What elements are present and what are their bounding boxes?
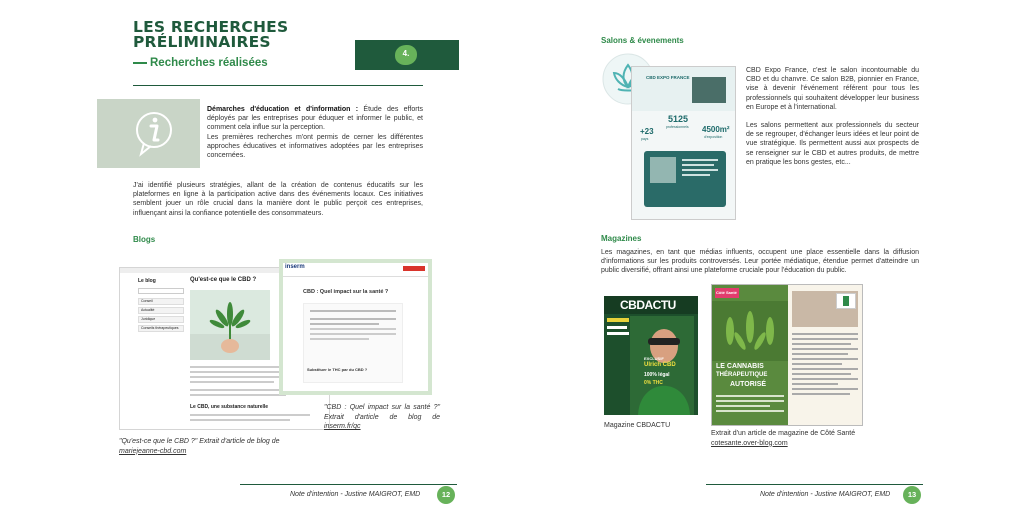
expo-stat-area: 4500m² bbox=[702, 125, 730, 134]
title-line-1: LES RECHERCHES bbox=[133, 18, 289, 36]
cbd-expo-screenshot bbox=[631, 66, 736, 220]
inserm-link[interactable]: inserm.fr/qc bbox=[324, 423, 361, 430]
inserm-nav-button bbox=[403, 266, 425, 271]
info-body-2: Les premières recherches m'ont permis de cerner les différentes approches éducatives et informatives adoptées par les entreprises concernées. bbox=[207, 133, 423, 160]
magazines-heading: Magazines bbox=[601, 234, 642, 243]
caption-cote-sante-text: Extrait d'un article de magazine de Côté Santé bbox=[711, 430, 856, 437]
intro-paragraph: J'ai identifié plusieurs stratégies, allant de la création de contenus éducatifs sur les plateformes en ligne à la participation active dans des événements locaux. Ces initiatives semblent jouer un rôle crucial dans la manière dont le public perçoit ces entreprises, influençant ainsi la confiance potentielle des consommateurs. bbox=[133, 182, 423, 217]
blog-search-box bbox=[138, 288, 184, 294]
expo-stat-countries: +23 bbox=[640, 127, 654, 136]
footer-rule-left bbox=[240, 484, 457, 485]
info-text bbox=[207, 105, 423, 160]
inserm-headline: CBD : Quel impact sur la santé ? bbox=[303, 289, 389, 295]
blog-label: Le blog bbox=[138, 278, 156, 284]
caption-blog-text: "Qu'est-ce que le CBD ?" Extrait d'article de blog de bbox=[119, 438, 280, 445]
cover-line: EXCLUSIF bbox=[644, 356, 664, 361]
info-bold: Démarches d'éducation et d'information : bbox=[207, 106, 359, 113]
expo-stat-countries-label: pays bbox=[641, 137, 649, 141]
footer-rule-right bbox=[706, 484, 923, 485]
cover-line: 0% THC bbox=[644, 380, 663, 386]
mariejeanne-link[interactable]: mariejeanne-cbd.com bbox=[119, 447, 187, 455]
footer-right: Note d'intention - Justine MAIGROT, EMD bbox=[760, 491, 891, 498]
section-number: 4. bbox=[402, 49, 410, 58]
caption-blog bbox=[119, 437, 319, 456]
cover-line: Ulrich CBD bbox=[644, 362, 676, 368]
blog-sidebar-item: Juridique bbox=[138, 316, 184, 323]
expo-stat-area-label: d'exposition bbox=[704, 135, 723, 139]
caption-inserm-text: "CBD : Quel impact sur la santé ?" Extrait d'article de blog de bbox=[324, 404, 440, 421]
info-body: Étude des efforts déployés par les entreprises pour éduquer et informer le public, et comment cela influe sur la perception. bbox=[207, 106, 423, 132]
subtitle bbox=[133, 57, 268, 69]
cbdactu-magazine-cover bbox=[604, 296, 698, 415]
page-number-right: 13 bbox=[903, 486, 921, 504]
cote-sante-headline-2: THÉRAPEUTIQUE bbox=[716, 372, 768, 378]
caption-cote-sante bbox=[711, 429, 871, 448]
hemp-leaf-photo bbox=[190, 290, 270, 360]
info-speech-bubble-icon bbox=[134, 110, 174, 158]
inserm-subheading: Substituer le THC par du CBD ? bbox=[307, 367, 368, 372]
salons-heading: Salons & évenements bbox=[601, 36, 684, 45]
page-title bbox=[133, 20, 288, 50]
blog-subheading: Le CBD, une substance naturelle bbox=[190, 404, 269, 410]
footer-left: Note d'intention - Justine MAIGROT, EMD bbox=[290, 491, 421, 498]
expo-stat-visitors-label: professionnels bbox=[666, 125, 689, 129]
expo-paragraph-1: CBD Expo France, c'est le salon incontournable du CBD et du chanvre. Ce salon B2B, pionnier en France, vise à devenir l'événement référent pour tous les professionnels qui souhaitent développer leur business en Europe et à l'international. bbox=[746, 67, 919, 111]
cote-sante-headline-3: AUTORISÉ bbox=[730, 381, 767, 388]
divider bbox=[133, 85, 423, 86]
cote-sante-headline-1: LE CANNABIS bbox=[716, 363, 764, 370]
dash-decoration bbox=[133, 62, 147, 64]
cote-sante-magazine-spread bbox=[711, 284, 863, 426]
expo-banner: CBD EXPO FRANCE bbox=[646, 75, 690, 80]
cbdactu-masthead: CBDACTU bbox=[620, 298, 676, 312]
expo-description bbox=[746, 66, 919, 167]
expo-paragraph-2: Les salons permettent aux professionnels du secteur de se regrouper, d'échanger leurs idées et leur point de vue stratégique. Ils permettent aussi aux prospects de se renseigner sur le CBD et autres produits, de mettre en pratique les bons gestes, etc... bbox=[746, 122, 919, 166]
expo-stat-visitors: 5125 bbox=[668, 114, 689, 124]
subtitle-text: Recherches réalisées bbox=[150, 57, 268, 69]
blog-sidebar-item: Actualité bbox=[138, 307, 184, 314]
cote-sante-link[interactable]: cotesante.over-blog.com bbox=[711, 439, 788, 447]
magazines-paragraph: Les magazines, en tant que médias influents, occupent une place essentielle dans la diffusion d'informations sur les produits controversés. Leur portée médiatique, étendue permet d'atteindre un public diversifié, offrant ainsi une plateforme cruciale pour l'éducation du public. bbox=[601, 249, 919, 275]
caption-cbdactu: Magazine CBDACTU bbox=[604, 422, 671, 429]
blog-headline: Qu'est-ce que le CBD ? bbox=[190, 277, 257, 283]
blog-screenshot-2 bbox=[279, 259, 432, 395]
section-badge bbox=[355, 40, 459, 70]
cover-line: 100% légal bbox=[644, 372, 670, 378]
cote-sante-masthead: Côté Santé bbox=[716, 290, 737, 295]
blogs-heading: Blogs bbox=[133, 235, 156, 244]
blog-sidebar-item: Conseil bbox=[138, 298, 184, 305]
cannabis-plants-photo bbox=[712, 301, 788, 361]
caption-inserm bbox=[324, 403, 440, 432]
inserm-logo: inserm bbox=[285, 264, 305, 270]
blog-sidebar-item: Conseils thérapeutiques bbox=[138, 325, 184, 332]
title-line-2: PRÉLIMINAIRES bbox=[133, 33, 271, 51]
page-number-left: 12 bbox=[437, 486, 455, 504]
